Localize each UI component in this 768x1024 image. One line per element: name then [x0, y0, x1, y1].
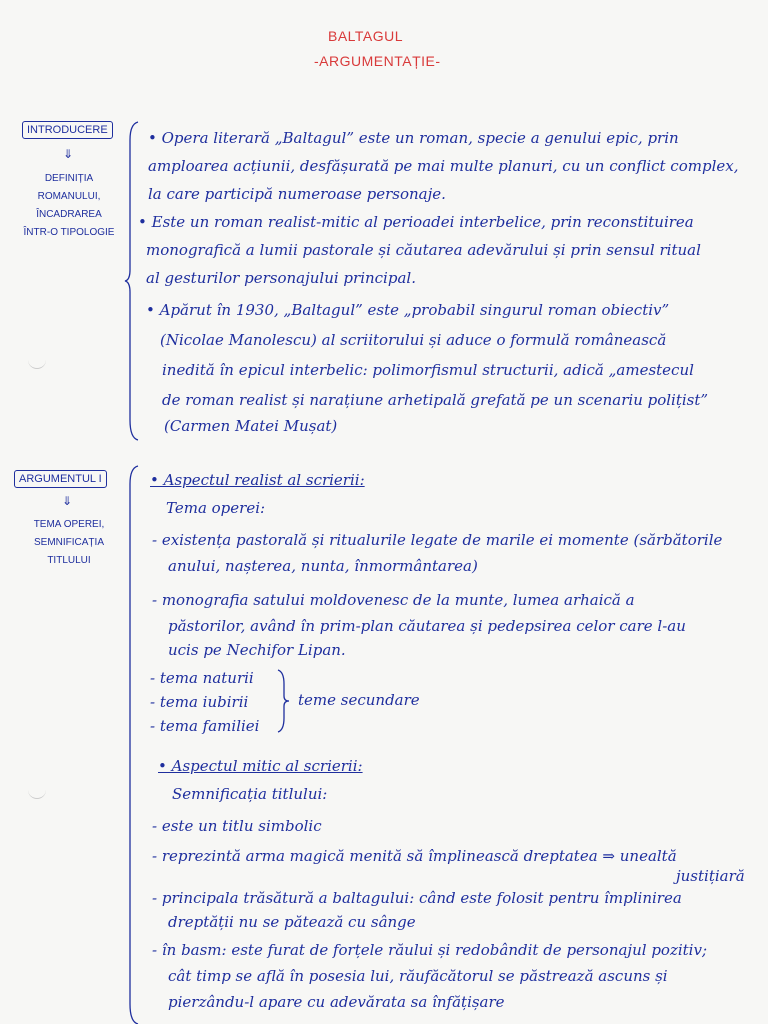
page-subtitle: -ARGUMENTAȚIE-	[314, 53, 441, 69]
intro-line-5: monografică a lumii pastorale și căutarea adevărului și prin sensul ritual	[146, 241, 701, 259]
side-note-argumentul-1: TEMA OPEREI, SEMNIFICAȚIA TITLULUI	[33, 519, 105, 566]
paper-fold-mark	[28, 360, 46, 369]
intro-line-4: • Este un roman realist-mitic al perioadei interbelice, prin reconstituirea	[138, 213, 694, 231]
intro-line-9: inedită în epicul interbelic: polimorfismul structurii, adică „amestecul	[162, 361, 694, 379]
realist-line-4: păstorilor, având în prim-plan căutarea și pedepsirea celor care l-au	[168, 617, 686, 635]
mitic-line-6: - în basm: este furat de forțele răului și redobândit de personajul pozitiv;	[152, 941, 707, 959]
intro-line-6: al gesturilor personajului principal.	[146, 269, 416, 287]
side-note-introducere: DEFINIȚIA ROMANULUI, ÎNCADRAREA ÎNTR-O TIPOLOGIE	[23, 173, 115, 238]
theme-item-naturii: - tema naturii	[150, 669, 254, 687]
intro-line-2: amploarea acțiunii, desfășurată pe mai multe planuri, cu un conflict complex,	[148, 157, 739, 175]
theme-item-familiei: - tema familiei	[150, 717, 260, 735]
down-arrow-icon: ⇓	[63, 147, 74, 161]
page-title: BALTAGUL	[328, 28, 404, 44]
mitic-line-8: pierzându-l apare cu adevărata sa înfățișare	[168, 993, 505, 1011]
intro-line-7: • Apărut în 1930, „Baltagul” este „probabil singurul roman obiectiv”	[146, 301, 670, 319]
intro-line-1: • Opera literară „Baltagul” este un roman, specie a genului epic, prin	[148, 129, 679, 147]
semnificatia-titlului-label: Semnificația titlului:	[172, 785, 328, 803]
mitic-line-2: - reprezintă arma magică menită să împlinească dreptatea ⇒ unealtă	[152, 847, 677, 865]
realist-line-5: ucis pe Nechifor Lipan.	[168, 641, 346, 659]
realist-line-3: - monografia satului moldovenesc de la munte, lumea arhaică a	[152, 591, 635, 609]
mitic-line-4: - principala trăsătură a baltagului: când este folosit pentru împlinirea	[152, 889, 682, 907]
intro-line-11: (Carmen Matei Mușat)	[164, 417, 338, 435]
brace-icon	[276, 668, 290, 734]
mitic-line-3: justițiară	[676, 867, 745, 885]
down-arrow-icon: ⇓	[62, 494, 73, 508]
brace-icon	[124, 120, 144, 442]
theme-item-iubirii: - tema iubirii	[150, 693, 249, 711]
aspect-realist-heading: • Aspectul realist al scrierii:	[150, 471, 365, 489]
tema-operei-label: Tema operei:	[166, 499, 266, 517]
aspect-mitic-heading: • Aspectul mitic al scrierii:	[158, 757, 363, 775]
realist-line-2: anului, nașterea, nunta, înmormântarea)	[168, 557, 478, 575]
section-label-introducere: INTRODUCERE	[22, 121, 113, 139]
section-label-argumentul-1: ARGUMENTUL I	[14, 470, 107, 488]
intro-line-10: de roman realist și narațiune arhetipală grefată pe un scenariu polițist”	[162, 391, 709, 409]
paper-fold-mark	[28, 790, 46, 799]
realist-line-1: - existența pastorală și ritualurile legate de marile ei momente (sărbătorile	[152, 531, 723, 549]
intro-line-3: la care participă numeroase personaje.	[148, 185, 446, 203]
teme-secundare-note: teme secundare	[298, 691, 420, 709]
intro-line-8: (Nicolae Manolescu) al scriitorului și aduce o formulă românească	[160, 331, 667, 349]
mitic-line-1: - este un titlu simbolic	[152, 817, 322, 835]
brace-icon	[124, 464, 144, 1024]
mitic-line-7: cât timp se află în posesia lui, răufăcătorul se păstrează ascuns și	[168, 967, 668, 985]
mitic-line-5: dreptății nu se pătează cu sânge	[168, 913, 416, 931]
